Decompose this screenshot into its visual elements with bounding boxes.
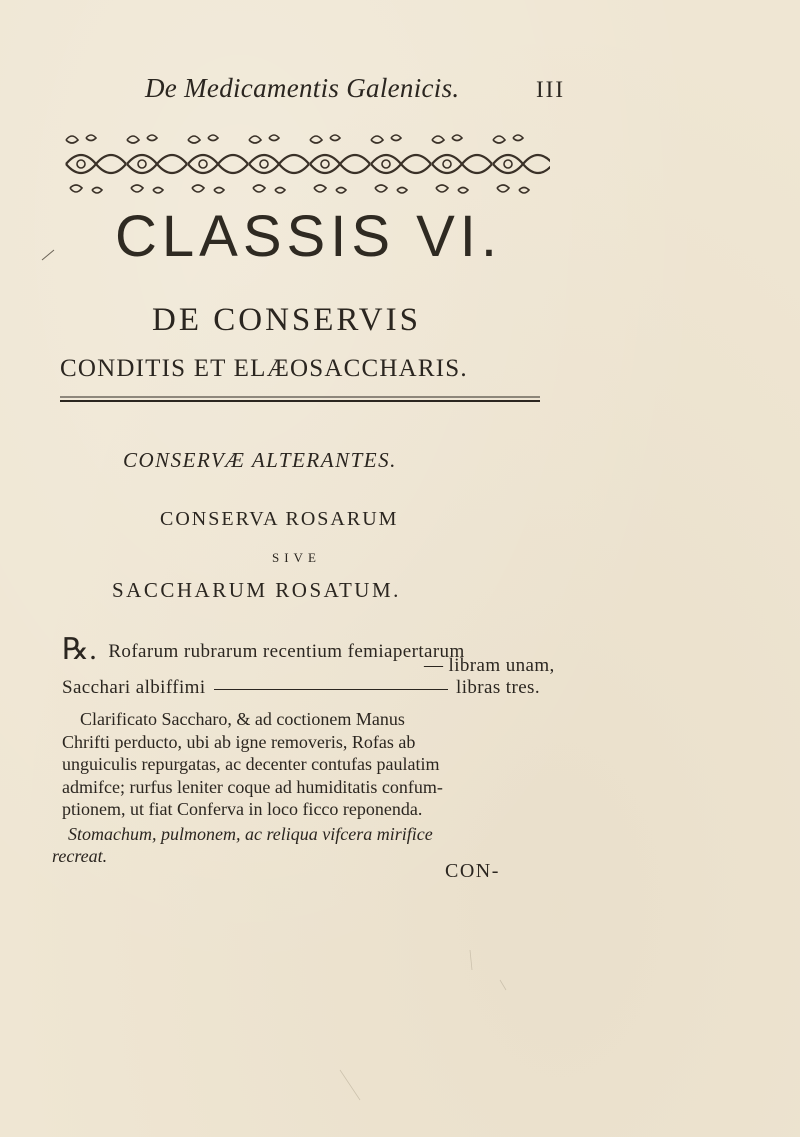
leader-dash <box>214 677 449 690</box>
section-heading: CONSERVÆ ALTERANTES. <box>123 448 397 472</box>
method-line: admifce; rurfus leniter coque ad humiditatis confum- <box>62 776 443 797</box>
method-line: ptionem, ut fiat Conferva in loco ficco reponenda. <box>62 799 423 819</box>
recipe-title-conjunction: SIVE <box>272 550 321 565</box>
catchword: CON- <box>445 860 500 882</box>
paper-crease-marks <box>300 930 780 1120</box>
method-line: Clarificato Saccharo, & ad coctionem Manus <box>80 709 405 729</box>
recipe-symbol: ℞. <box>62 633 98 666</box>
ingredient-2-name: Sacchari albiffimi <box>62 677 206 698</box>
ingredient-2-quantity: libras tres. <box>456 677 540 698</box>
running-head <box>145 73 565 113</box>
recipe-title-line-1: CONSERVA ROSARUM <box>160 508 399 530</box>
ingredient-line-2 <box>62 677 540 699</box>
ingredient-1-text: Rofarum rubrarum recentium femiapertarum <box>108 641 465 662</box>
ingredient-line-1 <box>62 632 465 667</box>
method-paragraph <box>62 708 540 821</box>
page-number: III <box>536 77 565 102</box>
stray-pencil-mark <box>40 248 56 262</box>
subtitle-line-1: DE CONSERVIS <box>152 302 421 338</box>
usage-line: recreat. <box>52 846 108 866</box>
class-title: CLASSIS VI. <box>115 204 503 269</box>
method-line: Chrifti perducto, ubi ab igne removeris, Rofas ab <box>62 731 416 752</box>
method-line: unguiculis repurgatas, ac decenter contufas paulatim <box>62 754 440 774</box>
recipe-title-line-2: SACCHARUM ROSATUM. <box>112 578 401 602</box>
usage-line: Stomachum, pulmonem, ac reliqua vifcera mirifice <box>68 824 433 844</box>
subtitle-line-2: CONDITIS ET ELÆOSACCHARIS. <box>60 355 468 382</box>
ingredient-1-quantity: — libram unam, <box>424 655 555 676</box>
fleuron-ornament-band <box>60 130 550 198</box>
double-rule-divider <box>60 396 540 404</box>
running-title: De Medicamentis Galenicis. <box>145 73 460 103</box>
